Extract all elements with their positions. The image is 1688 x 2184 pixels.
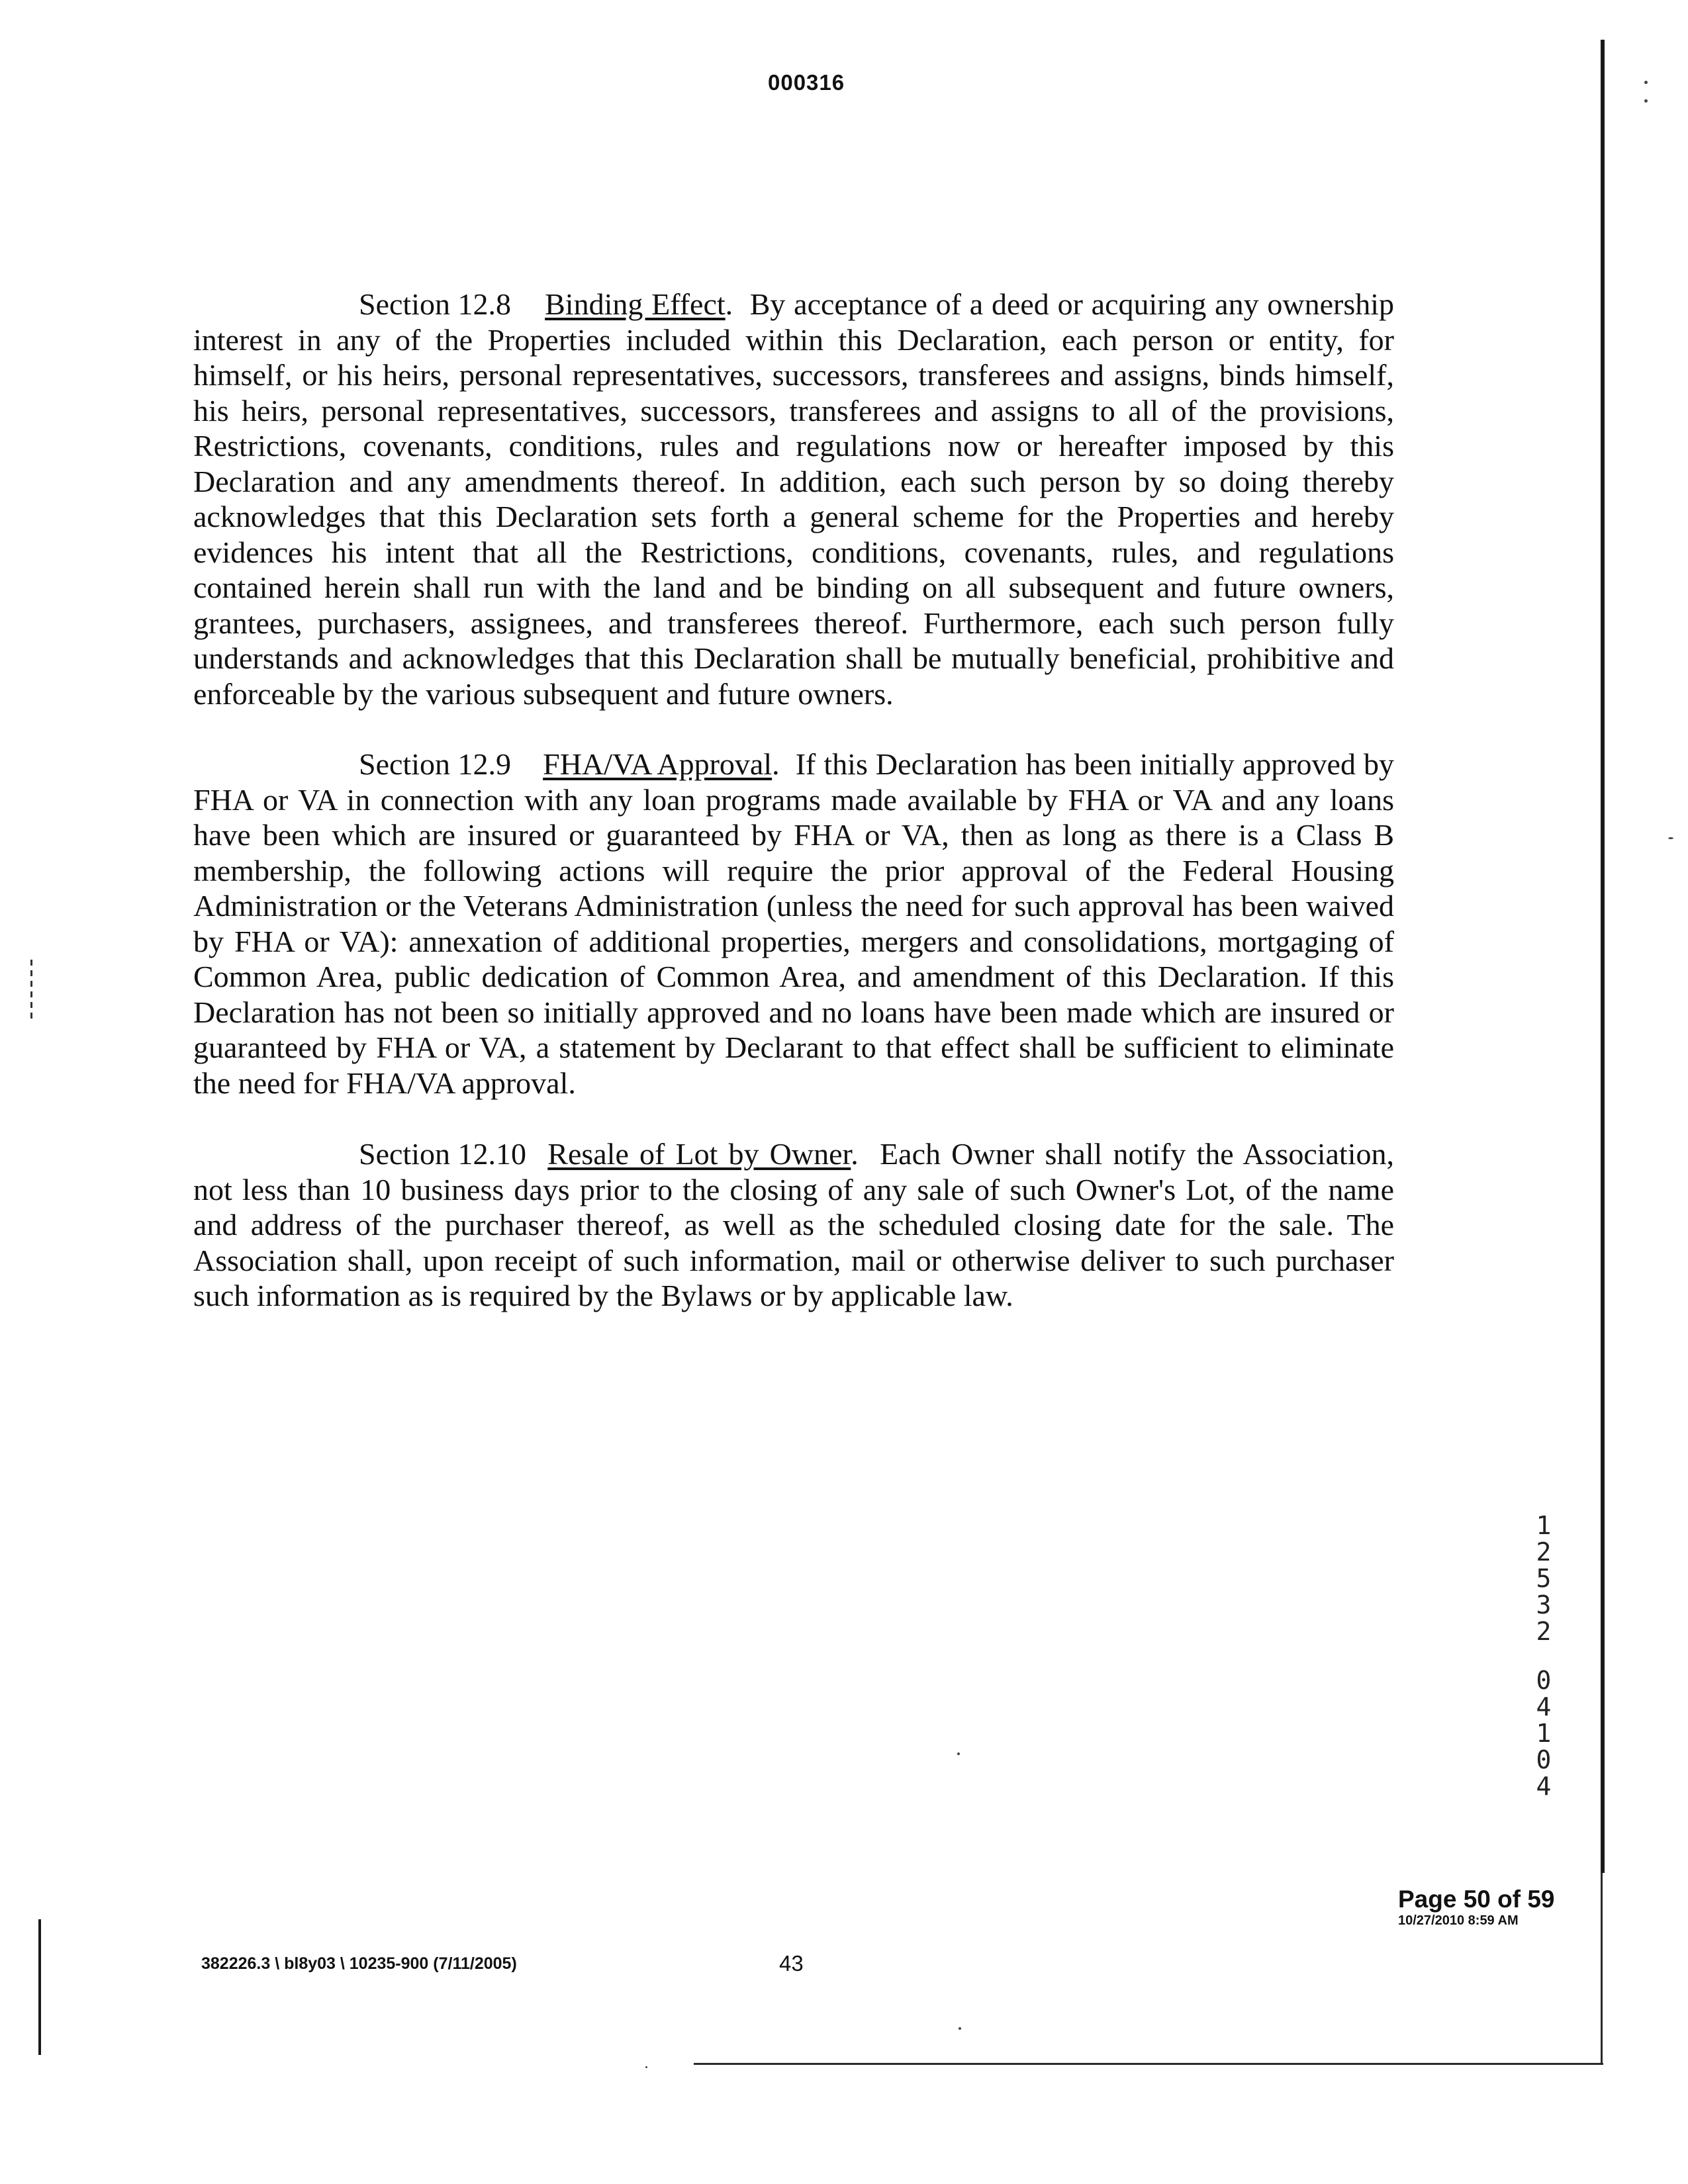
section-12-10-paragraph: Section 12.10 Resale of Lot by Owner. Each Owner shall notify the Association, not less than 10 business days prior to the closing of any sale of such Owner's Lot, of the name and address of the purchaser thereof, as well as the scheduled closing date for the sale. The Association shall, upon receipt of such information, mail or otherwise deliver to such purchaser such information as is required by the Bylaws or by applicable law. bbox=[193, 1137, 1394, 1312]
section-title: FHA/VA Approval bbox=[543, 747, 773, 781]
stamp-gap bbox=[1530, 1645, 1557, 1667]
scan-speck bbox=[959, 2027, 961, 2030]
section-12-8-paragraph: Section 12.8 Binding Effect. By acceptance of a deed or acquiring any ownership interest in any of the Properties included within this Declaration, each person or entity, for himself, or his heirs, personal representatives, successors, transferees and assigns, binds himself, his heirs, personal representatives, successors, transferees and assigns to all of the provisions, Restrictions, covenants, conditions, rules and regulations now or hereafter imposed by this Declaration and any amendments thereof. In addition, each such person by so doing thereby acknowledges that this Declaration sets forth a general scheme for the Properties and hereby evidences his intent that all the Restrictions, conditions, covenants, rules, and regulations contained herein shall run with the land and be binding on all subsequent and future owners, grantees, purchasers, assignees, and transferees thereof. Furthermore, each such person fully understands and acknowledges that this Declaration shall be mutually beneficial, prohibitive and enforceable by the various subsequent and future owners. bbox=[193, 287, 1394, 711]
scan-border-left bbox=[38, 1919, 41, 2055]
scan-speck bbox=[1644, 99, 1648, 103]
print-timestamp: 10/27/2010 8:59 AM bbox=[1398, 1913, 1519, 1928]
section-number: Section 12.9 bbox=[359, 747, 511, 781]
stamp-char: 2 bbox=[1536, 1617, 1552, 1646]
stamp-char: 1 bbox=[1536, 1719, 1552, 1748]
stamp-char: 4 bbox=[1536, 1772, 1552, 1801]
section-body: If this Declaration has been initially approved by FHA or VA in connection with any loan programs made available by FHA or VA and any loans have been which are insured or guaranteed by FHA or VA, then as long as there is a Class B membership, the following actions will require the prior approval of the Federal Housing Administration or the Veterans Administration (unless the need for such approval has been waived by FHA or VA): annexation of additional properties, mergers and consolidations, mortgaging of Common Area, public dedication of Common Area, and amendment of this Declaration. If this Declaration has not been so initially approved and no loans have been made which are insured or guaranteed by FHA or VA, a statement by Declarant to that effect shall be sufficient to eliminate the need for FHA/VA approval. bbox=[193, 747, 1395, 1100]
scan-speck bbox=[957, 1752, 960, 1755]
scan-speck bbox=[1668, 837, 1673, 839]
stamp-char: 4 bbox=[1536, 1692, 1552, 1721]
document-number: 000316 bbox=[768, 70, 845, 95]
scan-speck bbox=[1644, 81, 1648, 84]
stamp-char: 1 bbox=[1536, 1511, 1552, 1540]
scan-mark-left bbox=[30, 960, 32, 1023]
section-body: By acceptance of a deed or acquiring any ownership interest in any of the Properties included within this Declaration, each person or entity, for himself, or his heirs, personal representatives, successors, transferees and assigns, binds himself, his heirs, personal representatives, successors, transferees and assigns to all of the provisions, Restrictions, covenants, conditions, rules and regulations now or hereafter imposed by this Declaration and any amendments thereof. In addition, each such person by so doing thereby acknowledges that this Declaration sets forth a general scheme for the Properties and hereby evidences his intent that all the Restrictions, conditions, covenants, rules, and regulations contained herein shall run with the land and be binding on all subsequent and future owners, grantees, purchasers, assignees, and transferees thereof. Furthermore, each such person fully understands and acknowledges that this Declaration shall be mutually beneficial, prohibitive and enforceable by the various subsequent and future owners. bbox=[193, 287, 1394, 711]
footer-reference: 382226.3 \ bl8y03 \ 10235-900 (7/11/2005) bbox=[201, 1954, 517, 1973]
scan-border-right bbox=[1601, 40, 1605, 1873]
section-12-9-paragraph: Section 12.9 FHA/VA Approval. If this Declaration has been initially approved by FHA or VA in connection with any loan programs made available by FHA or VA and any loans have been which are insured or guaranteed by FHA or VA, then as long as there is a Class B membership, the following actions will require the prior approval of the Federal Housing Administration or the Veterans Administration (unless the need for such approval has been waived by FHA or VA): annexation of additional properties, mergers and consolidations, mortgaging of Common Area, public dedication of Common Area, and amendment of this Declaration. If this Declaration has not been so initially approved and no loans have been made which are insured or guaranteed by FHA or VA, a statement by Declarant to that effect shall be sufficient to eliminate the need for FHA/VA approval. bbox=[193, 747, 1395, 1100]
section-number: Section 12.8 bbox=[359, 287, 511, 321]
footer-page-number: 43 bbox=[779, 1951, 804, 1976]
section-body: Each Owner shall notify the Association, not less than 10 business days prior to the closing of any sale of such Owner's Lot, of the name and address of the purchaser thereof, as well as the scheduled closing date for the sale. The Association shall, upon receipt of such information, mail or otherwise deliver to such purchaser such information as is required by the Bylaws or by applicable law. bbox=[193, 1137, 1394, 1312]
page-count: Page 50 of 59 bbox=[1398, 1886, 1555, 1913]
page-info bbox=[1398, 1886, 1555, 1929]
scan-border-corner bbox=[1601, 1873, 1603, 2065]
stamp-char: 0 bbox=[1536, 1745, 1552, 1774]
stamp-char: 2 bbox=[1536, 1537, 1552, 1567]
stamp-char: 0 bbox=[1536, 1666, 1552, 1695]
stamp-char: 3 bbox=[1536, 1590, 1552, 1619]
scan-speck bbox=[645, 2066, 647, 2068]
scan-border-bottom bbox=[694, 2063, 1603, 2065]
stamp-char: 5 bbox=[1536, 1564, 1552, 1593]
section-title: Binding Effect bbox=[545, 287, 726, 321]
section-number: Section 12.10 bbox=[359, 1137, 526, 1171]
recording-stamp bbox=[1530, 1512, 1557, 1799]
section-title: Resale of Lot by Owner bbox=[547, 1137, 851, 1171]
